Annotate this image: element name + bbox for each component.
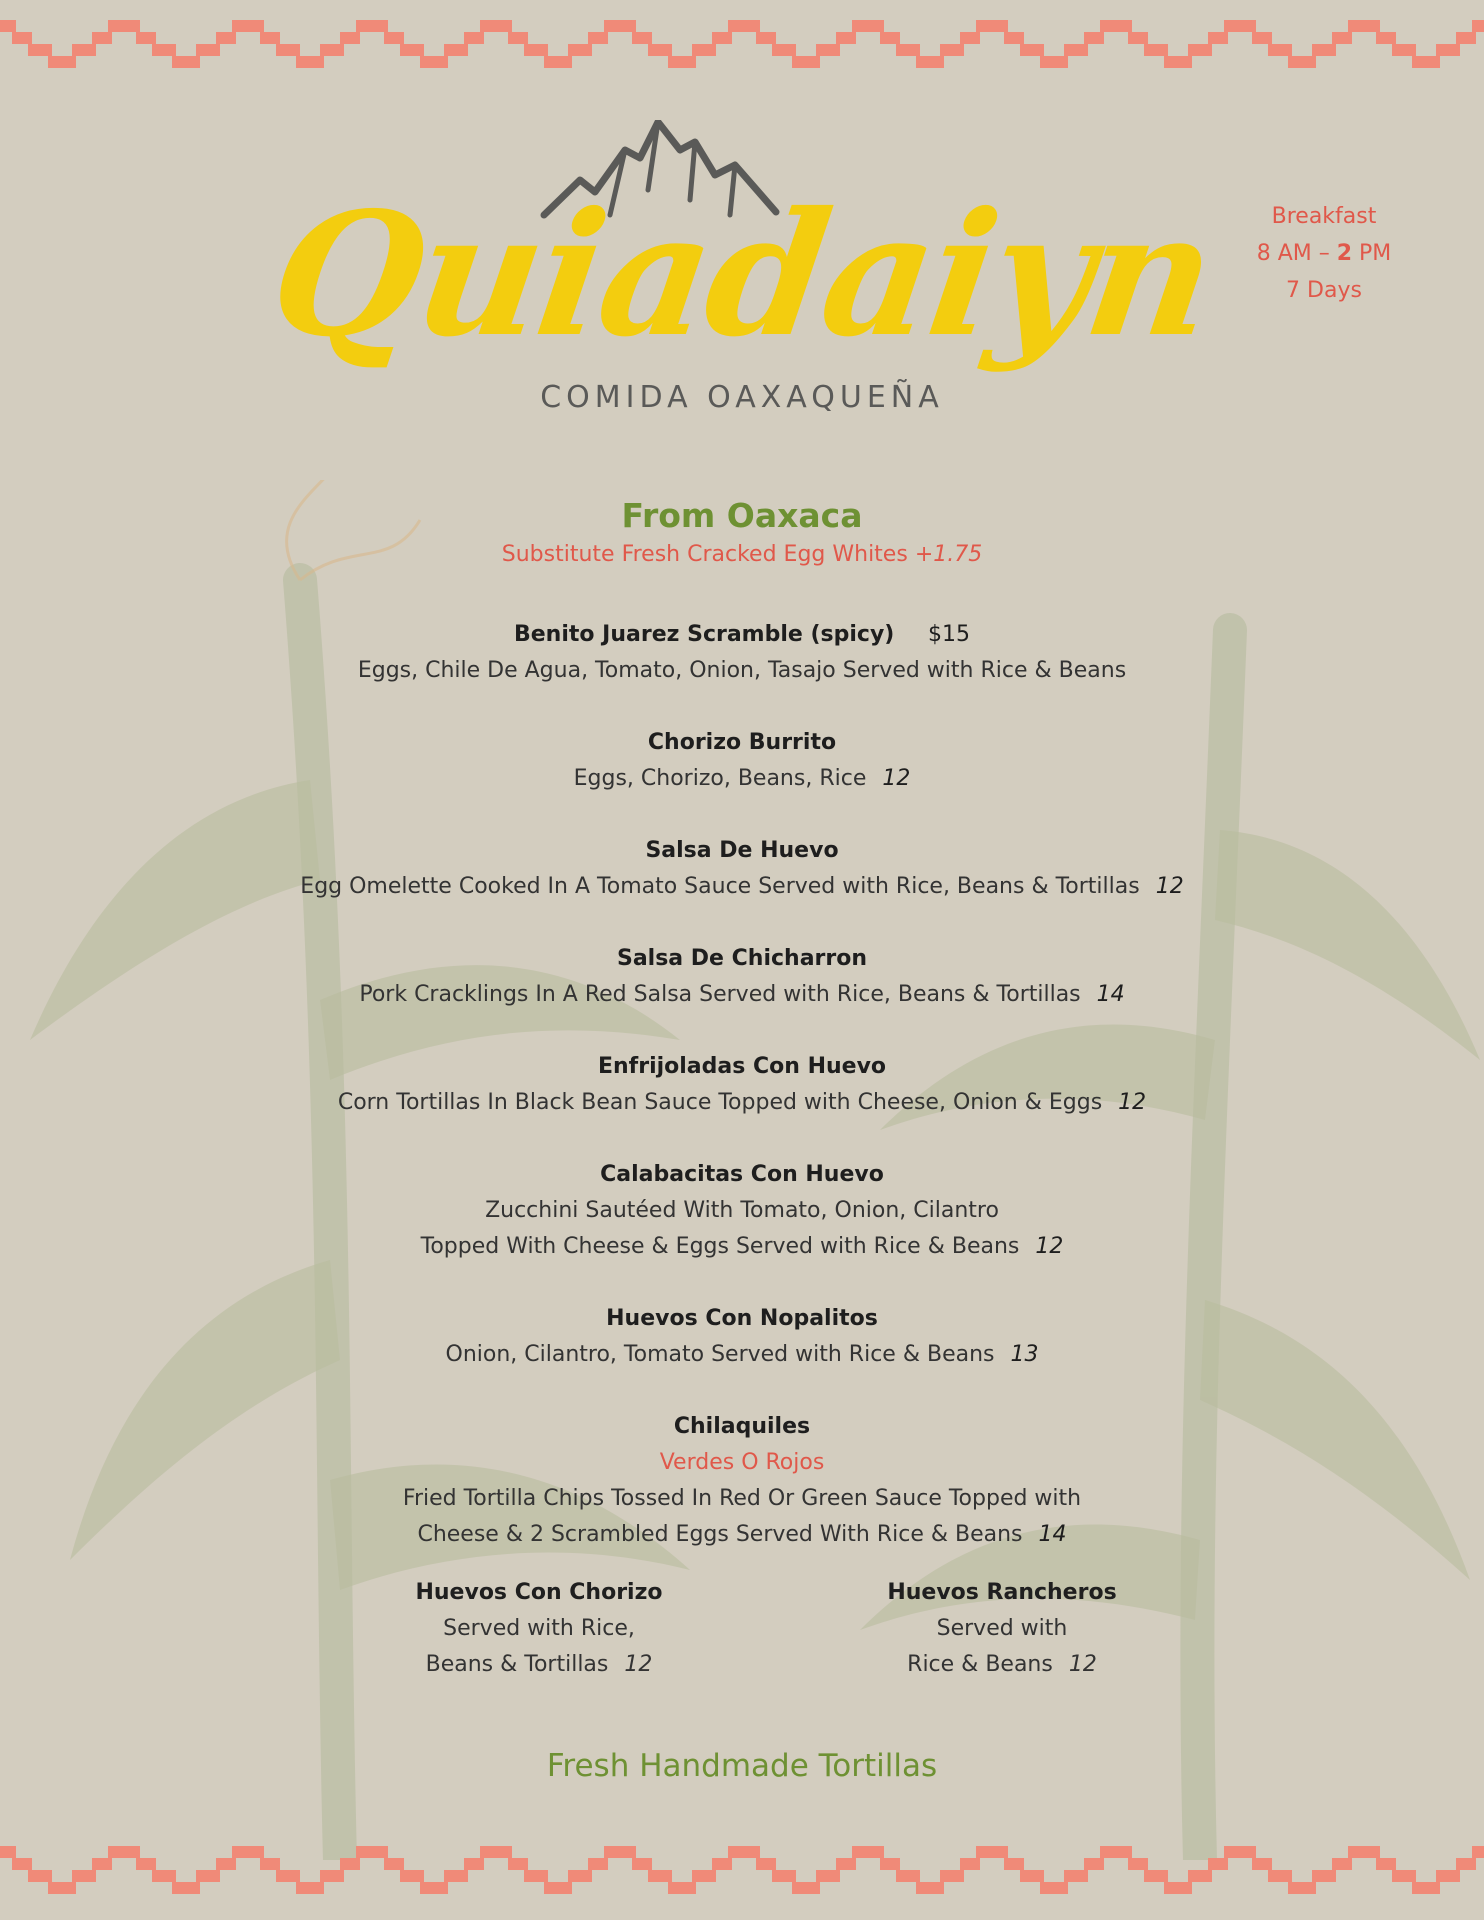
hours-close-num: 2	[1336, 241, 1353, 266]
item-desc-text: Egg Omelette Cooked In A Tomato Sauce Served with Rice, Beans & Tortillas	[300, 874, 1140, 899]
bottom-zigzag-border	[0, 1838, 1484, 1898]
item-price: 12	[624, 1652, 653, 1677]
item-desc-text: Rice & Beans	[907, 1652, 1053, 1677]
item-price: 14	[1096, 982, 1125, 1007]
column-item-right	[852, 1575, 1152, 1683]
item-name: Salsa De Chicharron	[616, 946, 868, 971]
menu-item	[0, 1049, 1484, 1121]
section-note	[0, 537, 1484, 573]
item-name-text: Benito Juarez Scramble (spicy)	[513, 622, 895, 647]
section-note-text: Substitute Fresh Cracked Egg Whites	[501, 542, 908, 567]
section-title: From Oaxaca	[621, 496, 863, 535]
item-name	[0, 617, 1484, 653]
item-desc	[0, 1337, 1484, 1373]
item-desc: Eggs, Chile De Agua, Tomato, Onion, Tasajo Served with Rice & Beans	[357, 658, 1127, 683]
footer-tagline: Fresh Handmade Tortillas	[546, 1748, 938, 1784]
item-name: Huevos Con Chorizo	[415, 1580, 663, 1605]
item-desc	[0, 977, 1484, 1013]
item-desc	[0, 1085, 1484, 1121]
menu-item	[0, 1301, 1484, 1373]
item-desc-text: Topped With Cheese & Eggs Served with Rice & Beans	[420, 1234, 1020, 1259]
brand-name: Quiadaiyn	[260, 175, 1224, 375]
menu-item	[0, 1409, 1484, 1553]
item-price: 12	[882, 766, 911, 791]
hours-close-suffix: PM	[1359, 241, 1392, 266]
item-price: 12	[1155, 874, 1184, 899]
item-price: 12	[1068, 1652, 1097, 1677]
menu-item	[0, 725, 1484, 797]
menu-item	[0, 941, 1484, 1013]
top-zigzag-border	[0, 12, 1484, 72]
item-desc-line1: Fried Tortilla Chips Tossed In Red Or Green Sauce Topped with	[402, 1486, 1082, 1511]
item-price: 12	[1035, 1234, 1064, 1259]
section-note-price: +1.75	[914, 542, 983, 567]
column-item-left	[389, 1575, 689, 1683]
brand-tagline: COMIDA OAXAQUEÑA	[540, 380, 944, 415]
item-desc-line2	[389, 1647, 689, 1683]
item-desc-line1: Zucchini Sautéed With Tomato, Onion, Cilantro	[485, 1198, 999, 1223]
item-name: Calabacitas Con Huevo	[600, 1162, 884, 1187]
item-desc-text: Beans & Tortillas	[425, 1652, 609, 1677]
menu-section	[0, 495, 1484, 1553]
item-price: $15	[928, 622, 971, 647]
item-name: Chorizo Burrito	[647, 730, 837, 755]
menu-item	[0, 617, 1484, 689]
hours-meal: Breakfast	[1271, 204, 1377, 229]
hours-open: 8 AM –	[1256, 241, 1330, 266]
menu-item	[0, 833, 1484, 905]
item-name: Huevos Con Nopalitos	[606, 1306, 878, 1331]
item-name: Enfrijoladas Con Huevo	[597, 1054, 887, 1079]
hours-info	[1224, 198, 1424, 309]
menu-item	[0, 1157, 1484, 1265]
item-name: Huevos Rancheros	[887, 1580, 1117, 1605]
item-desc-text: Eggs, Chorizo, Beans, Rice	[573, 766, 867, 791]
item-desc	[0, 761, 1484, 797]
item-price: 14	[1038, 1522, 1067, 1547]
item-name: Chilaquiles	[673, 1414, 811, 1439]
item-desc-text: Corn Tortillas In Black Bean Sauce Topped with Cheese, Onion & Eggs	[337, 1090, 1103, 1115]
item-desc-line2	[852, 1647, 1152, 1683]
item-price: 12	[1118, 1090, 1147, 1115]
hours-time	[1224, 235, 1424, 272]
item-desc-line1: Served with	[936, 1616, 1068, 1641]
item-desc-text: Cheese & 2 Scrambled Eggs Served With Rice & Beans	[417, 1522, 1023, 1547]
item-price: 13	[1010, 1342, 1039, 1367]
item-desc-line2	[0, 1517, 1484, 1553]
item-name: Salsa De Huevo	[645, 838, 839, 863]
item-desc-text: Pork Cracklings In A Red Salsa Served with Rice, Beans & Tortillas	[359, 982, 1081, 1007]
item-subtitle: Verdes O Rojos	[659, 1450, 825, 1475]
item-desc-line1: Served with Rice,	[443, 1616, 635, 1641]
item-desc	[0, 869, 1484, 905]
item-desc-text: Onion, Cilantro, Tomato Served with Rice & Beans	[445, 1342, 995, 1367]
item-desc-line2	[0, 1229, 1484, 1265]
hours-days: 7 Days	[1286, 278, 1362, 303]
